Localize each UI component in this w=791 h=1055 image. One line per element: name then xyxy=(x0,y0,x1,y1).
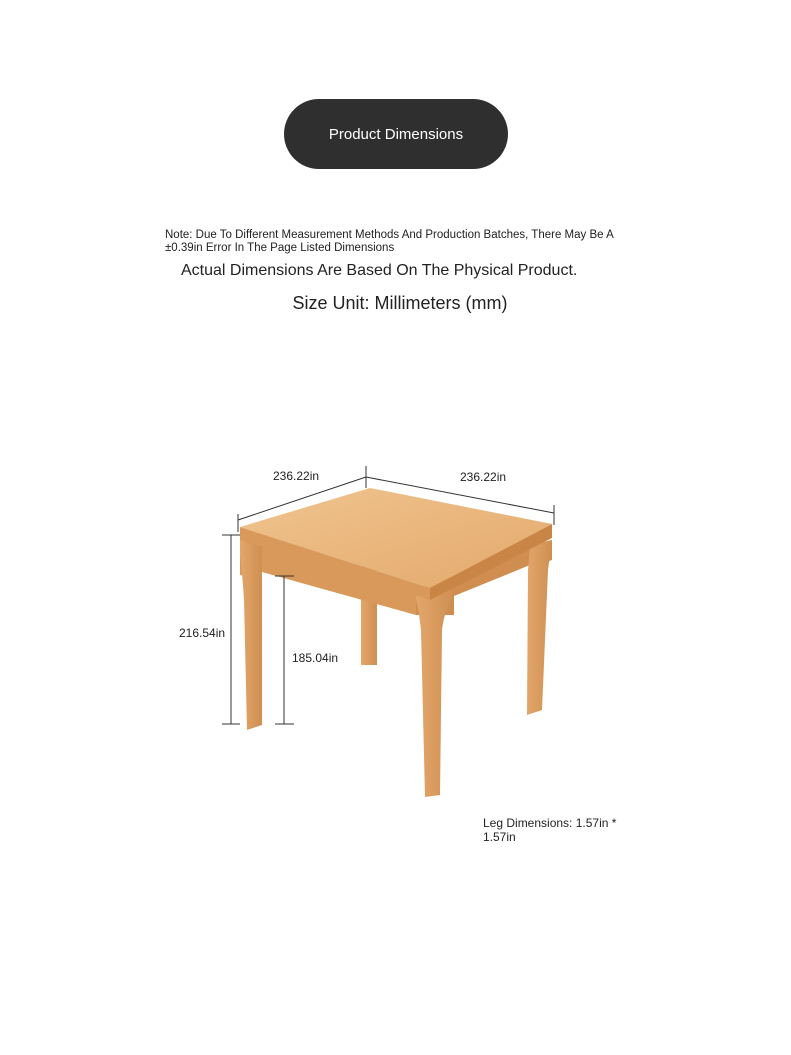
front-right-leg xyxy=(527,540,552,715)
actual-dimensions-note: Actual Dimensions Are Based On The Physical Product. xyxy=(181,262,578,279)
front-left-leg xyxy=(240,540,262,730)
height-under-label: 185.04in xyxy=(292,651,339,665)
width-left-label: 236.22in xyxy=(273,469,320,483)
leg-dimensions-label: Leg Dimensions: 1.57in * 1.57in xyxy=(483,816,617,844)
size-unit: Size Unit: Millimeters (mm) xyxy=(292,293,508,313)
front-center-leg xyxy=(416,590,454,797)
measurement-note: Note: Due To Different Measurement Methods And Production Batches, There May Be A ±0.39in Error In The Page Listed Dimensions xyxy=(165,229,614,254)
header-title: Product Dimensions xyxy=(328,125,464,143)
width-right-label: 236.22in xyxy=(460,470,507,484)
height-total-label: 216.54in xyxy=(179,626,226,640)
